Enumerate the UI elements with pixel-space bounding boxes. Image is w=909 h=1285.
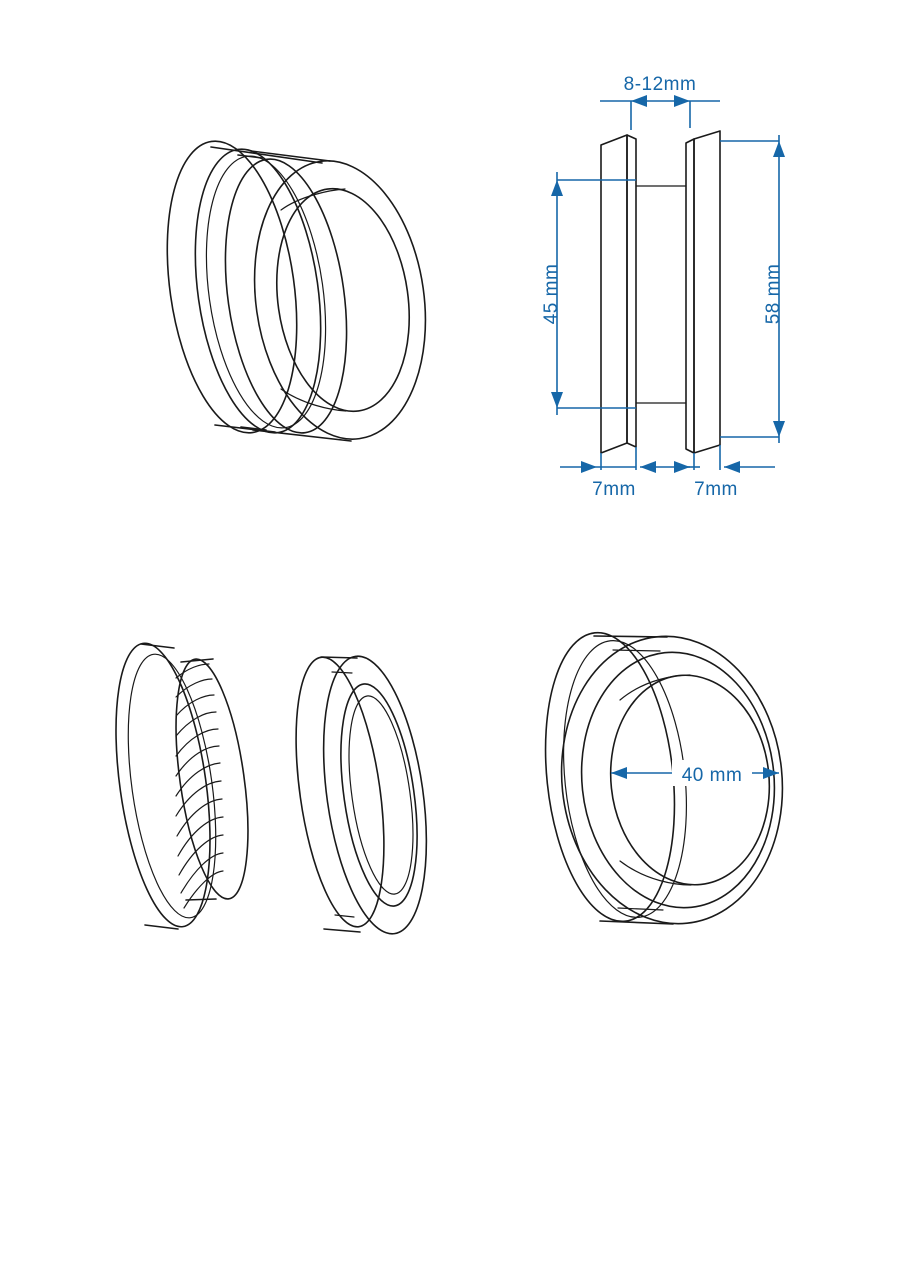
dim-right-thickness: [674, 445, 775, 500]
view-screw-ring: [281, 650, 442, 941]
dim-left-thickness-label: 7mm: [592, 479, 636, 500]
dim-bore-diameter: [611, 760, 779, 786]
view-threaded-barrel: [101, 637, 261, 932]
view-front-bore: [532, 625, 796, 934]
dim-left-thickness: [560, 447, 690, 500]
dim-bore-diameter-label: 40 mm: [681, 765, 743, 786]
view-iso-assembled-top-left: [150, 133, 443, 451]
dim-right-thickness-label: 7mm: [694, 479, 738, 500]
view-section-dimensioned: [541, 74, 785, 500]
dim-outer-height: [720, 135, 785, 443]
dim-outer-height-label: 58 mm: [763, 263, 784, 325]
dim-inner-height-label: 45 mm: [541, 263, 562, 325]
dim-gap-width: [600, 74, 720, 130]
dim-gap-width-label: 8-12mm: [623, 74, 697, 95]
